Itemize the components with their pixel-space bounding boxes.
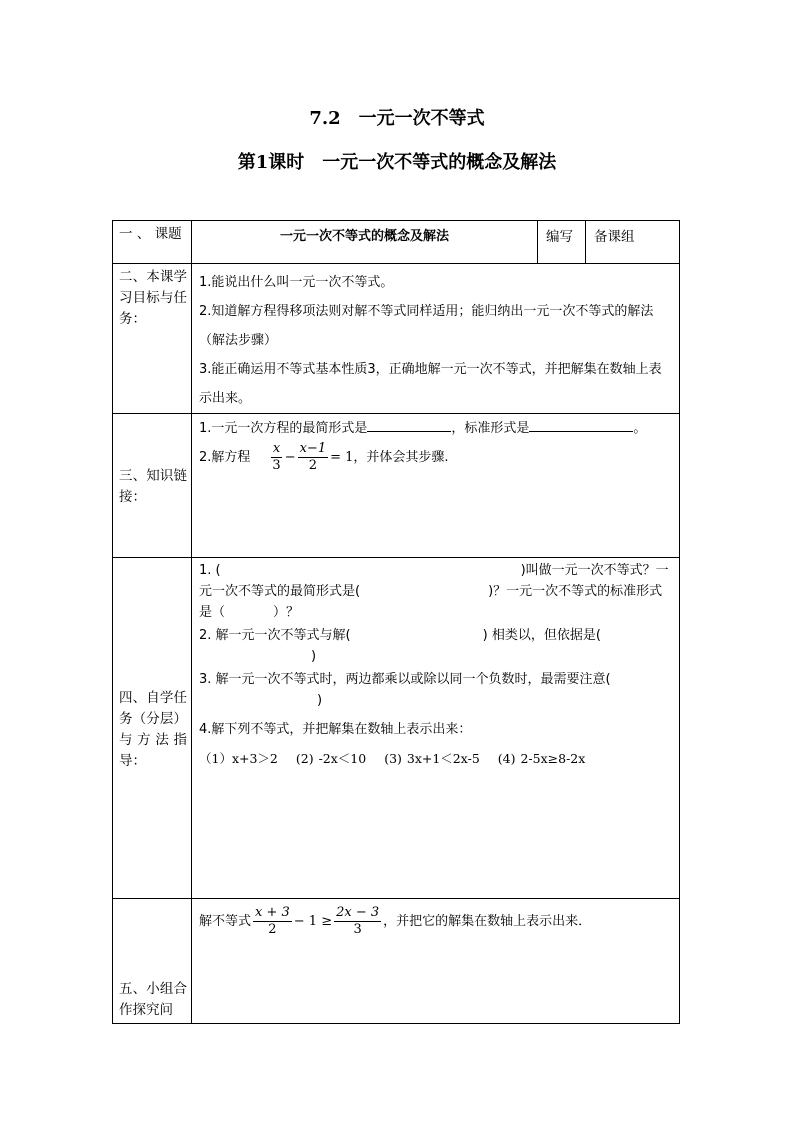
t1-a: 1. ( (199, 563, 221, 578)
task-1 (199, 560, 673, 623)
blank-standard-form[interactable] (529, 418, 633, 432)
label-selfstudy: 四、自学任务（分层）与方法指导： (113, 558, 192, 899)
f1-denominator: 2 (268, 922, 277, 937)
q1-text-c: 。 (633, 421, 647, 436)
f1-numerator: x + 3 (255, 905, 290, 920)
compile-value: 备课组 (586, 221, 680, 264)
goals-cell (192, 264, 680, 414)
frac2-denominator: 2 (308, 458, 317, 473)
label-knowledge: 三、知识链接： (113, 414, 192, 558)
selfstudy-cell (192, 558, 680, 899)
group-problem (199, 905, 673, 938)
frac2-numerator: x−1 (299, 441, 327, 456)
lesson-subtitle (0, 148, 794, 174)
q2-text-b: ，并体会其步骤. (353, 450, 449, 465)
row-goals (113, 264, 680, 414)
goal-3: 3.能正确运用不等式基本性质3，正确地解一元一次不等式，并把解集在数轴上表示出来。 (199, 362, 662, 406)
minus-one-geq: − 1 ≥ (293, 914, 333, 929)
subtitle-lesson: 第1课时 (237, 152, 305, 173)
topic-title: 一元一次不等式的概念及解法 (192, 221, 538, 264)
frac1-denominator: 3 (272, 458, 281, 473)
exercise-list (199, 748, 673, 769)
knowledge-cell (192, 414, 680, 558)
problem-text-a: 解不等式 (199, 914, 252, 929)
knowledge-q1 (199, 418, 673, 439)
label-group-inquiry: 五、小组合作探究问 (113, 899, 192, 1024)
task-2 (199, 625, 673, 667)
t2-a: 2. 解一元一次不等式与解( (199, 628, 351, 643)
fraction-x-plus-3-over-2 (253, 905, 292, 938)
title-text: 一元一次不等式 (358, 108, 485, 129)
exercise-3: (3) 3x+1＜2x-5 (384, 751, 480, 766)
row-knowledge (113, 414, 680, 558)
row-topic (113, 221, 680, 264)
minus-sign: − (284, 450, 296, 465)
exercise-2: (2) -2x＜10 (295, 751, 367, 766)
f2-denominator: 3 (353, 922, 362, 937)
compile-label: 编写 (538, 221, 586, 264)
row-selfstudy (113, 558, 680, 899)
q1-text-a: 1.一元一次方程的最简形式是 (199, 421, 368, 436)
frac1-numerator: x (272, 441, 281, 456)
equals-one: = 1 (330, 450, 354, 465)
title-number: 7.2 (309, 108, 341, 129)
row-group-inquiry (113, 899, 680, 1024)
lesson-plan-table (112, 220, 680, 1024)
t1-b: )叫做一元一次不等式？一元一次不等式的最简形式是( (199, 563, 669, 599)
t2-c: ) (311, 649, 317, 664)
subtitle-text: 一元一次不等式的概念及解法 (322, 152, 557, 173)
problem-text-b: ，并把它的解集在数轴上表示出来． (383, 914, 592, 929)
label-topic: 一 、 课题 (113, 221, 192, 264)
group-inquiry-cell (192, 899, 680, 1024)
t3-a: 3. 解一元一次不等式时，两边都乘以或除以同一个负数时，最需要注意( (199, 672, 611, 687)
knowledge-q2 (199, 441, 673, 474)
q1-text-b: ，标准形式是 (451, 421, 530, 436)
exercise-4: (4) 2-5x≥8-2x (497, 751, 586, 766)
t1-c: )？一元一次不等式的标准形式是（ (199, 584, 663, 620)
exercise-1: （1）x+3＞2 (199, 751, 278, 766)
fraction-x-minus-1-over-2 (298, 441, 329, 474)
goal-2: 2.知道解方程得移项法则对解不等式同样适用；能归纳出一元一次不等式的解法（解法步骤） (199, 304, 654, 348)
f2-numerator: 2x − 3 (336, 905, 380, 920)
fraction-2x-minus-3-over-3 (334, 905, 381, 938)
goal-1: 1.能说出什么叫一元一次不等式。 (199, 275, 394, 290)
label-goals: 二、本课学习目标与任务： (113, 264, 192, 414)
q2-text-a: 2.解方程 (199, 450, 251, 465)
fraction-x-over-3 (270, 441, 282, 474)
t3-b: ) (317, 693, 323, 708)
task-3 (199, 669, 673, 711)
task-4: 4.解下列不等式，并把解集在数轴上表示出来： (199, 722, 472, 737)
lesson-title (0, 104, 794, 130)
t2-b: ) 相类以，但依据是( (482, 628, 601, 643)
t1-d: ）？ (273, 605, 300, 620)
blank-simplest-form[interactable] (367, 418, 451, 432)
